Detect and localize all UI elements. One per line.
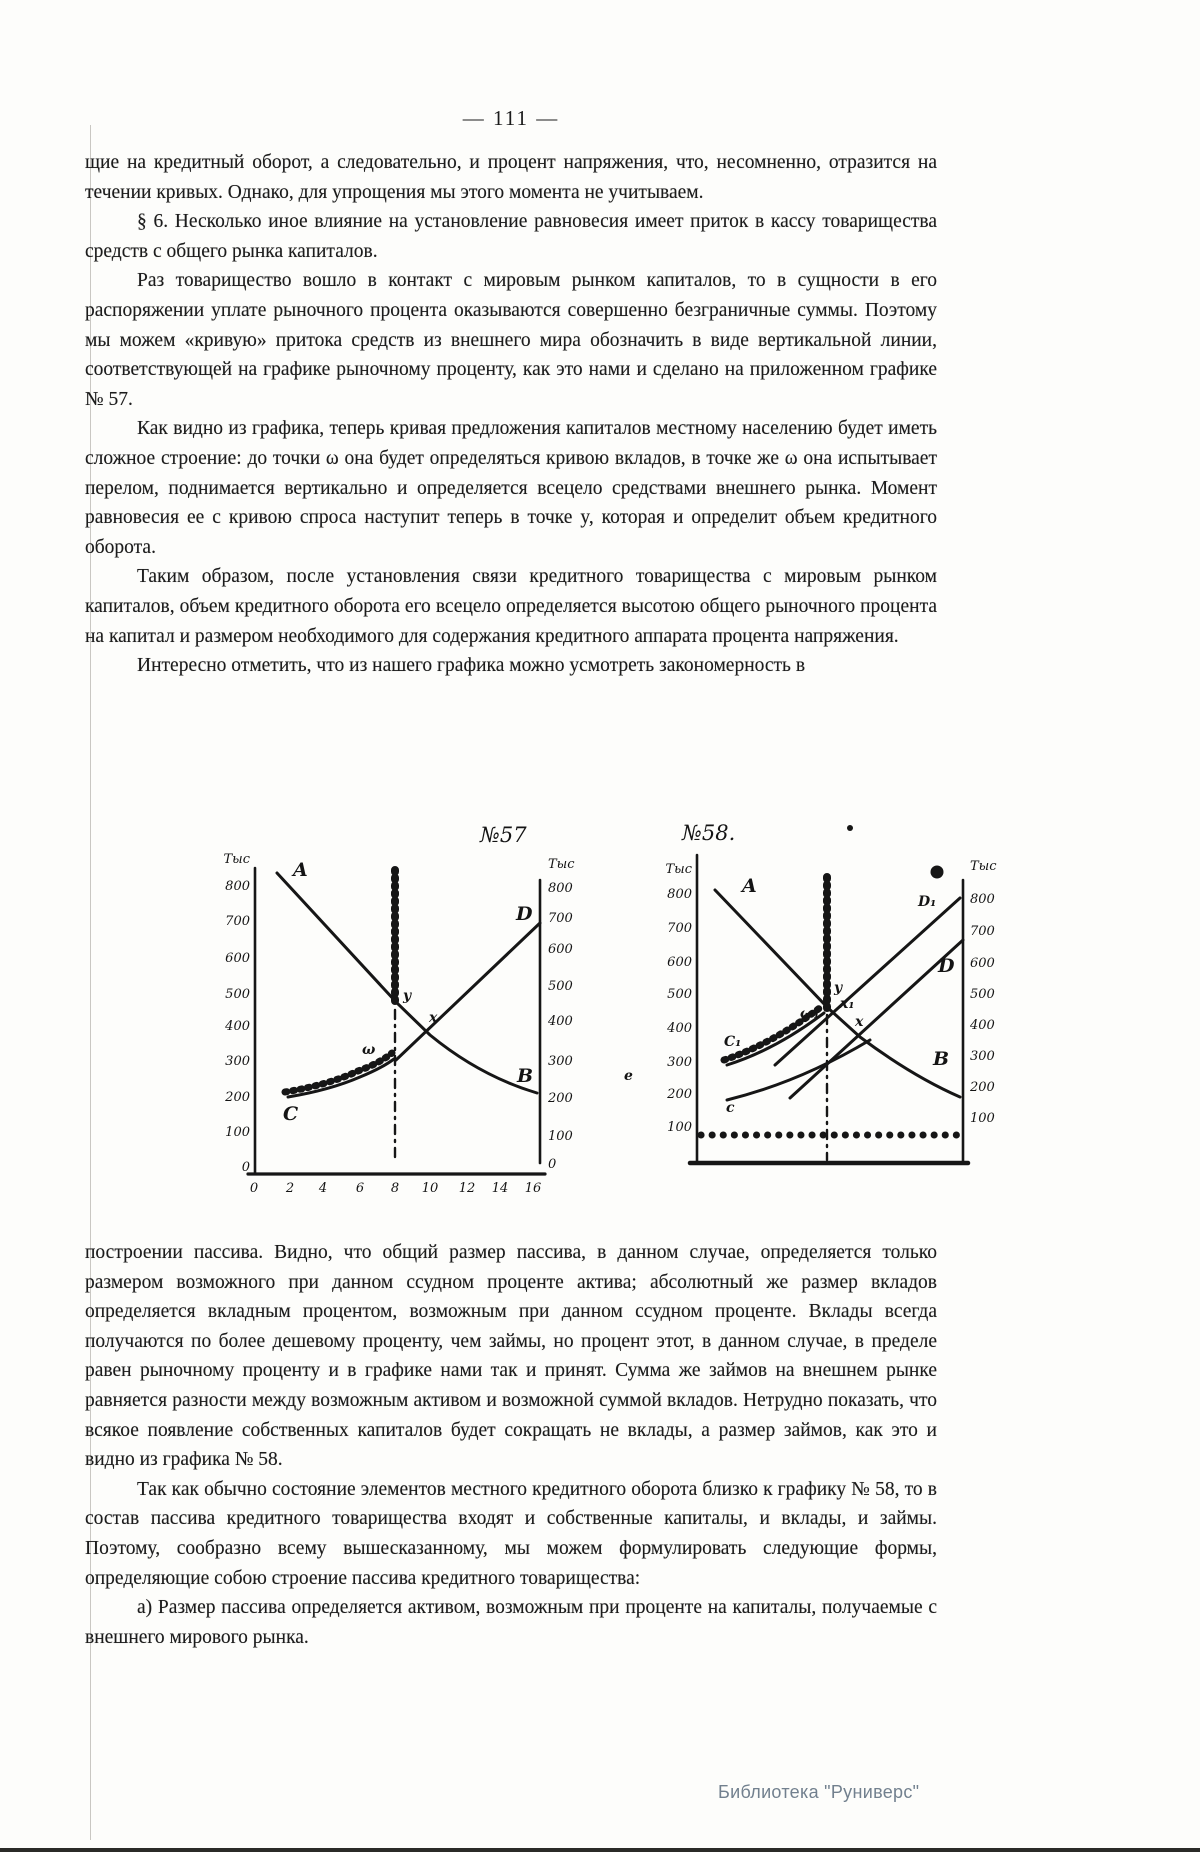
label-d1: D₁ (918, 894, 937, 910)
tick-label: 200 (667, 1087, 692, 1102)
tick-label: Тыс (548, 857, 575, 872)
library-watermark: Библиотека "Руниверс" (718, 1782, 920, 1802)
tick-label: 100 (667, 1120, 692, 1135)
tick-label: 800 (548, 881, 573, 896)
tick-label: 200 (225, 1090, 250, 1105)
label-a: A (293, 859, 308, 881)
tick-label: 500 (548, 979, 573, 994)
ink-blot (931, 866, 944, 879)
tick-label: 300 (970, 1049, 995, 1064)
label-x1: x₁ (840, 996, 855, 1012)
page-number: — 111 — (462, 106, 560, 130)
tick-label: 16 (524, 1181, 542, 1196)
tick-label: 14 (491, 1181, 509, 1196)
label-omega: ω (362, 1042, 376, 1058)
paragraph: щие на кредитный оборот, а следовательно, и процент напряжения, что, несомненно, отразится на течении кривых. Однако, для упрощения мы этого момента не учитываем. (85, 152, 937, 203)
tick-label: 400 (225, 1019, 250, 1034)
tick-label: Тыс (665, 862, 692, 877)
figure-58 (600, 820, 1000, 1220)
tick-label: 300 (225, 1054, 250, 1069)
label-a: A (742, 875, 757, 897)
tick-label: 10 (421, 1181, 439, 1196)
tick-label: Тыс (223, 852, 250, 867)
paragraph: Так как обычно состояние элементов местного кредитного оборота близко к графику № 58, то в состав пассива кредитного товарищества входят и собственные капиталы, и вклады, и займы. Поэтому, сообразно всему вышесказанному, мы можем формулировать следующие формы, определяющие собою строение пассива кредитного товарищества: (85, 1478, 937, 1589)
figure-57-title: №57 (480, 823, 527, 847)
label-b: B (517, 1065, 534, 1087)
line-d (396, 923, 540, 1060)
paragraph-section-6: § 6. Несколько иное влияние на установление равновесия имеет приток в кассу товарищества средств с общего рынка капиталов. (85, 211, 937, 262)
tick-label: 0 (548, 1157, 557, 1172)
tick-label: 0 (241, 1160, 250, 1175)
label-x: x (429, 1010, 438, 1026)
tick-label: 600 (548, 942, 573, 957)
paragraph: Раз товарищество вошло в контакт с мировым рынком капиталов, то в сущности в его распоряжении уплате рыночного процента оказываются совершенно безграничные суммы. Поэтому мы можем «кривую» притока средств из внешнего мира обозначить в виде вертикальной линии, соответствующей на графике рыночному проценту, как это нами и сделано на приложенном графике № 57. (85, 270, 937, 410)
curve-a-b (277, 873, 537, 1093)
tick-label: 700 (548, 911, 573, 926)
paragraph-item-a: а) Размер пассива определяется активом, возможным при проценте на капиталы, получаемые с внешнего мирового рынка. (85, 1597, 937, 1648)
upper-text-block (85, 148, 937, 681)
tick-label: 600 (667, 955, 692, 970)
tick-label: 500 (667, 987, 692, 1002)
tick-label: 700 (225, 914, 250, 929)
tick-label: 6 (355, 1181, 365, 1196)
tick-label: 800 (667, 887, 692, 902)
tick-label: 300 (667, 1055, 692, 1070)
tick-label: 700 (667, 921, 692, 936)
label-d: D (938, 955, 955, 977)
tick-label: 2 (285, 1181, 295, 1196)
tick-label: 200 (970, 1080, 995, 1095)
paragraph: Как видно из графика, теперь кривая предложения капиталов местному населению будет иметь сложное строение: до точки ω она будет определяться кривою вкладов, в точке же ω она испытывает перелом, поднимается вертикально и определяется всецело средствами внешнего рынка. Момент равновесия ее с кривою спроса наступит теперь в точке y, которая и определит объем кредитного оборота. (85, 418, 937, 558)
tick-label: 8 (390, 1181, 400, 1196)
tick-label: 800 (970, 892, 995, 907)
tick-label: 500 (970, 987, 995, 1002)
label-x: x (855, 1014, 864, 1030)
tick-label: 12 (458, 1181, 476, 1196)
label-c1: C₁ (724, 1034, 742, 1050)
tick-label: 100 (548, 1129, 573, 1144)
tick-label: 500 (225, 987, 250, 1002)
label-b: B (933, 1048, 950, 1070)
tick-label: 700 (970, 924, 995, 939)
tick-label: 200 (548, 1091, 573, 1106)
label-c: c (726, 1100, 735, 1116)
paragraph: Таким образом, после установления связи кредитного товарищества с мировым рынком капиталов, объем кредитного оборота его всецело определяется высотою общего рыночного процента на капитал и размером необходимого для содержания кредитного аппарата процента напряжения. (85, 566, 937, 647)
label-c: C (283, 1103, 299, 1125)
label-d: D (516, 903, 533, 925)
figure-57 (170, 820, 590, 1220)
paragraph: построении пассива. Видно, что общий размер пассива, в данном случае, определяется только размером возможного при данном ссудном проценте актива; абсолютный же размер вкладов определяется вкладным процентом, возможным при данном ссудном проценте. Вклады всегда получаются по более дешевому проценту, чем займы, но процент этот, в данном случае, в пределе равен рыночному проценту и в графике нами так и принят. Сумма же займов на внешнем рынке равняется разности между возможным активом и возможной суммой вкладов. Нетрудно показать, что всякое появление собственных капиталов будет сокращать не вклады, а размер займов, как это и видно из графика № 58. (85, 1242, 937, 1471)
tick-label: 400 (970, 1018, 995, 1033)
tick-label: 400 (667, 1021, 692, 1036)
lower-text-block (85, 1238, 937, 1652)
label-y: y (834, 980, 843, 996)
label-y: y (403, 988, 412, 1004)
tick-label: 600 (225, 951, 250, 966)
tick-label: 100 (225, 1125, 250, 1140)
label-e: e (624, 1068, 633, 1084)
tick-label: 300 (548, 1054, 573, 1069)
tick-label: 100 (970, 1111, 995, 1126)
tick-label: 800 (225, 879, 250, 894)
scan-bottom-edge (0, 1848, 1200, 1852)
tick-label: 600 (970, 956, 995, 971)
tick-label: 400 (548, 1014, 573, 1029)
paragraph: Интересно отметить, что из нашего графика можно усмотреть закономерность в (137, 655, 806, 677)
figure-58-title: №58. (682, 821, 736, 845)
tick-label: Тыс (970, 859, 997, 874)
label-omega1: ω₁ (800, 1006, 820, 1022)
ink-dot (847, 825, 853, 831)
tick-label: 4 (318, 1181, 328, 1196)
tick-label: 0 (249, 1181, 259, 1196)
